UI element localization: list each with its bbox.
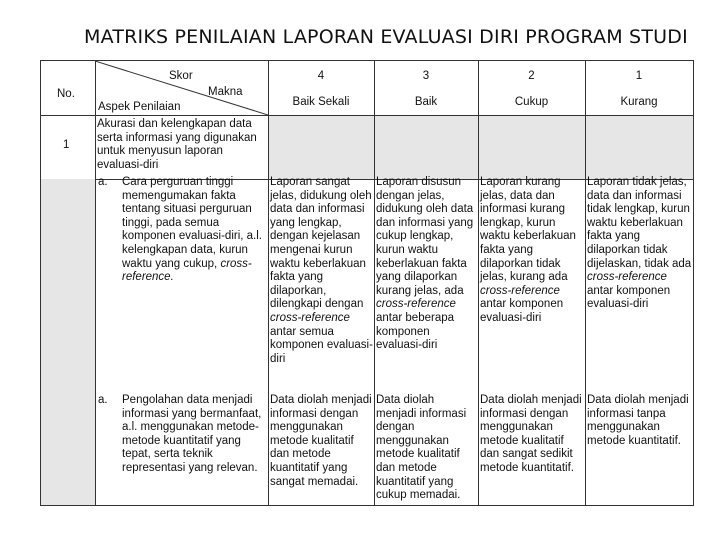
score-1: 1 xyxy=(635,70,643,82)
item-letter: a. xyxy=(98,394,108,406)
shaded-cell xyxy=(41,179,95,505)
page-title: MATRIKS PENILAIAN LAPORAN EVALUASI DIRI PROGRAM STUDI xyxy=(84,26,688,48)
criteria-score-4: Laporan sangat jelas, didukung oleh data dan informasi yang lengkap, dengan kejelasan mengenai kurun waktu keberlakuan fakta yang dilaporkan, dilengkapi dengan cross-reference antar semua komponen evaluasi-diri xyxy=(270,176,373,365)
row-number: 1 xyxy=(63,139,70,151)
header-skor: Skor xyxy=(169,70,193,82)
label-cukup: Cukup xyxy=(514,96,549,108)
label-kurang: Kurang xyxy=(620,96,658,108)
item-description: Cara perguruan tinggi memengumakan fakta tentang situasi perguruan tinggi, pada semua komponen evaluasi-diri, a.l. kelengkapan data, kurun waktu yang cukup, cross-reference. xyxy=(122,176,262,284)
criteria-score-3: Laporan disusun dengan jelas, didukung oleh data dan informasi yang cukup lengkap, kurun waktu keberlakuan fakta yang dilaporkan kurang jelas, ada cross-reference antar beberapa komponen evaluasi-diri xyxy=(376,176,474,352)
criteria-score-4: Data diolah menjadi informasi dengan menggunakan metode kualitatif dan metode kuantitatif yang sangat memadai. xyxy=(270,394,372,488)
criteria-score-1: Laporan tidak jelas, data dan informasi tidak lengkap, kurun waktu keberlakuan fakta yang dilaporkan tidak dijelaskan, tidak ada cross-reference antar komponen evaluasi-diri xyxy=(587,176,692,311)
column-divider xyxy=(374,61,375,505)
row-divider xyxy=(41,115,693,116)
label-baik: Baik xyxy=(414,96,438,108)
column-divider xyxy=(268,61,269,505)
criteria-score-1: Data diolah menjadi informasi tanpa menggunakan metode kuantitatif. xyxy=(587,394,689,447)
column-divider xyxy=(95,61,96,505)
header-no: No. xyxy=(57,88,75,100)
score-3: 3 xyxy=(422,70,430,82)
column-divider xyxy=(585,61,586,505)
score-4: 4 xyxy=(317,70,325,82)
criteria-score-2: Laporan kurang jelas, data dan informasi kurang lengkap, kurun waktu keberlakuan fakta yang dilaporkan tidak jelas, kurang ada cross-reference antar komponen evaluasi-diri xyxy=(480,176,576,324)
criteria-score-2: Data diolah menjadi informasi dengan menggunakan metode kualitatif dan sangat sedikit metode kuantitatif. xyxy=(480,394,582,474)
header-aspek-penilaian: Aspek Penilaian xyxy=(98,101,181,113)
item-description: Pengolahan data menjadi informasi yang bermanfaat, a.l. menggunakan metode-metode kuantitatif yang tepat, serta teknik representasi yang relevan. xyxy=(122,394,262,474)
column-divider xyxy=(478,61,479,505)
assessment-matrix-table xyxy=(40,60,694,506)
shaded-cell xyxy=(268,115,693,179)
score-2: 2 xyxy=(528,70,535,82)
header-makna: Makna xyxy=(208,86,243,98)
item-letter: a. xyxy=(98,176,108,188)
label-baik-sekali: Baik Sekali xyxy=(292,96,350,108)
criteria-score-3: Data diolah menjadi informasi dengan menggunakan metode kualitatif dan metode kuantitatif yang cukup memadai. xyxy=(376,394,467,502)
aspect-description: Akurasi dan kelengkapan data serta informasi yang digunakan untuk menyusun laporan evaluasi-diri xyxy=(97,118,257,171)
